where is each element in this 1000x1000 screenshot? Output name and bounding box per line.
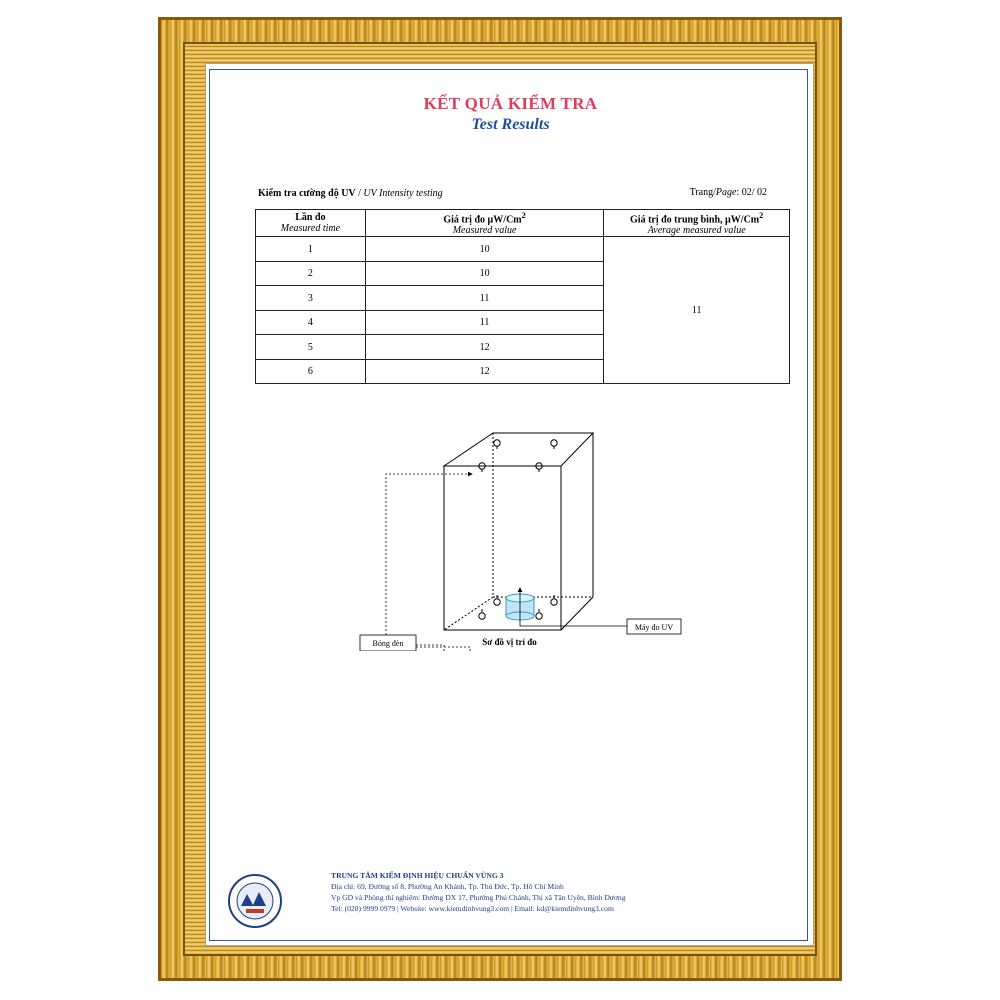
results-table [255, 209, 790, 384]
meter-label: Máy đo UV [634, 623, 674, 632]
cell-average: 11 [604, 237, 790, 384]
page-value: : 02/ 02 [736, 187, 767, 198]
table-row [256, 237, 790, 262]
cell-time: 4 [256, 310, 366, 335]
cell-time: 3 [256, 286, 366, 311]
lamp-label: Bóng đèn [372, 639, 404, 648]
meter-pointer-arrow [520, 588, 627, 626]
footer-organization: TRUNG TÂM KIỂM ĐỊNH HIỆU CHUẨN VÙNG 3 [331, 871, 504, 880]
title-vietnamese: KẾT QUẢ KIỂM TRA [423, 94, 598, 113]
header-col1-vn: Lần đo [295, 212, 326, 224]
diagram-caption: Sơ đồ vị trí đo [482, 637, 537, 647]
header-col2-en: Measured value [452, 225, 517, 237]
cell-value: 10 [365, 261, 604, 286]
header-col1-en: Measured time [280, 223, 341, 235]
page-label: Trang/ [689, 187, 716, 198]
header-col2-vn: Giá trị đo µW/Cm [443, 214, 522, 226]
measurement-position-diagram [356, 426, 696, 651]
cell-value: 11 [365, 286, 604, 311]
header-measured-value [365, 210, 604, 237]
header-average-value [604, 210, 790, 237]
footer-address: Địa chỉ: 69, Đường số 8, Phường An Khánh, Tp. Thủ Đức, Tp. Hồ Chí Minh [331, 882, 564, 891]
unit-superscript: 2 [759, 211, 764, 220]
cell-time: 2 [256, 261, 366, 286]
table-header-row [256, 210, 790, 237]
unit-superscript: 2 [521, 211, 526, 220]
title-english: Test Results [471, 116, 550, 133]
footer [226, 870, 786, 930]
page-number [690, 187, 767, 198]
certificate-page [205, 63, 814, 946]
cell-value: 12 [365, 335, 604, 360]
section-heading [258, 188, 443, 199]
section-label-en: UV Intensity testing [363, 188, 443, 199]
header-col3-en: Average measured value [647, 225, 746, 237]
lamp-pointer-arrows [386, 474, 472, 651]
footer-lab-address: Vp GD và Phòng thí nghiệm: Đường DX 17, Phường Phú Chánh, Thị xã Tân Uyên, Bình Dương [331, 893, 626, 902]
header-col3-vn: Giá trị đo trung bình, µW/Cm [630, 214, 760, 226]
cell-value: 10 [365, 237, 604, 262]
cell-time: 6 [256, 359, 366, 384]
uv-lamp-icon [479, 440, 557, 619]
cell-value: 11 [365, 310, 604, 335]
cell-time: 1 [256, 237, 366, 262]
cell-time: 5 [256, 335, 366, 360]
section-label-vn: Kiểm tra cường độ UV [258, 188, 356, 199]
page-label-en: Page [715, 187, 737, 198]
organization-logo-icon [226, 872, 284, 930]
header-measured-time [256, 210, 366, 237]
cell-value: 12 [365, 359, 604, 384]
section-separator: / [355, 188, 364, 199]
footer-text [331, 870, 626, 914]
footer-contact: Tel: (028) 9999 0979 | Website: www.kiemdinhvung3.com | Email: kd@kiemdinhvung3.com [331, 904, 614, 913]
